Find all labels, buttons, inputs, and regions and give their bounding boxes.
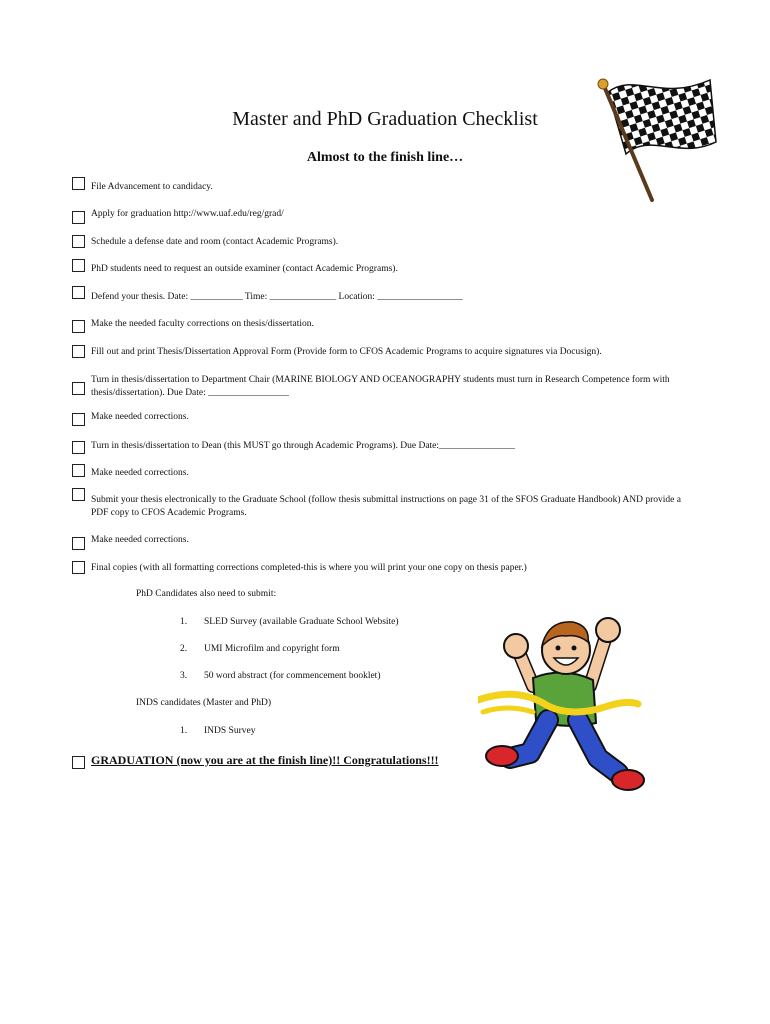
list-item-text: 50 word abstract (for commencement booklet)	[204, 671, 381, 681]
checkbox[interactable]	[72, 177, 85, 190]
item-text: Make needed corrections.	[91, 412, 189, 422]
list-number: 1.	[180, 617, 188, 627]
item-text: Submit your thesis electronically to the Graduate School (follow thesis submittal instructions on page 31 of the SFOS Graduate Handbook) AND provide a PDF copy to CFOS Academic Programs.	[91, 495, 681, 518]
checkbox[interactable]	[72, 382, 85, 395]
item-text: Make needed corrections.	[91, 468, 189, 478]
running-kid-illustration-icon	[478, 608, 648, 803]
list-item-text: UMI Microfilm and copyright form	[204, 644, 340, 654]
checkbox[interactable]	[72, 756, 85, 769]
checkbox[interactable]	[72, 413, 85, 426]
inds-heading: INDS candidates (Master and PhD)	[136, 698, 272, 708]
checkbox[interactable]	[72, 561, 85, 574]
checkbox[interactable]	[72, 235, 85, 248]
item-text: Turn in thesis/dissertation to Dean (this MUST go through Academic Programs). Due Date:________________	[91, 441, 516, 451]
list-item-text: INDS Survey	[204, 726, 256, 736]
item-text: Turn in thesis/dissertation to Department Chair (MARINE BIOLOGY AND OCEANOGRAPHY students must turn in Research Competence form with thesis/dissertation). Due Date: _________________	[91, 375, 670, 398]
checkbox[interactable]	[72, 488, 85, 501]
list-number: 2.	[180, 644, 188, 654]
phd-heading: PhD Candidates also need to submit:	[136, 589, 277, 599]
list-item-text: SLED Survey (available Graduate School Website)	[204, 617, 399, 627]
list-number: 1.	[180, 726, 188, 736]
item-text: PhD students need to request an outside examiner (contact Academic Programs).	[91, 264, 398, 274]
item-text: File Advancement to candidacy.	[91, 182, 213, 192]
list-number: 3.	[180, 671, 188, 681]
checkbox[interactable]	[72, 537, 85, 550]
item-text: Fill out and print Thesis/Dissertation Approval Form (Provide form to CFOS Academic Programs to acquire signatures via Docusign).	[91, 347, 602, 357]
checkbox[interactable]	[72, 259, 85, 272]
checkbox[interactable]	[72, 211, 85, 224]
item-text: Make the needed faculty corrections on thesis/dissertation.	[91, 319, 314, 329]
page-title: Master and PhD Graduation Checklist	[232, 108, 538, 130]
checkbox[interactable]	[72, 286, 85, 299]
graduation-text: GRADUATION (now you are at the finish line)!! Congratulations!!!	[91, 753, 439, 767]
page-subtitle: Almost to the finish line…	[306, 150, 464, 165]
item-text: Schedule a defense date and room (contact Academic Programs).	[91, 237, 339, 247]
checkbox[interactable]	[72, 441, 85, 454]
item-text: Make needed corrections.	[91, 535, 189, 545]
checkbox[interactable]	[72, 464, 85, 477]
checkbox[interactable]	[72, 345, 85, 358]
checkbox[interactable]	[72, 320, 85, 333]
item-text: Apply for graduation http://www.uaf.edu/reg/grad/	[91, 209, 284, 219]
item-text: Defend your thesis. Date: ___________ Time: ______________ Location: __________________	[91, 292, 463, 302]
item-text: Final copies (with all formatting corrections completed-this is where you will print your one copy on thesis paper.)	[91, 563, 527, 573]
